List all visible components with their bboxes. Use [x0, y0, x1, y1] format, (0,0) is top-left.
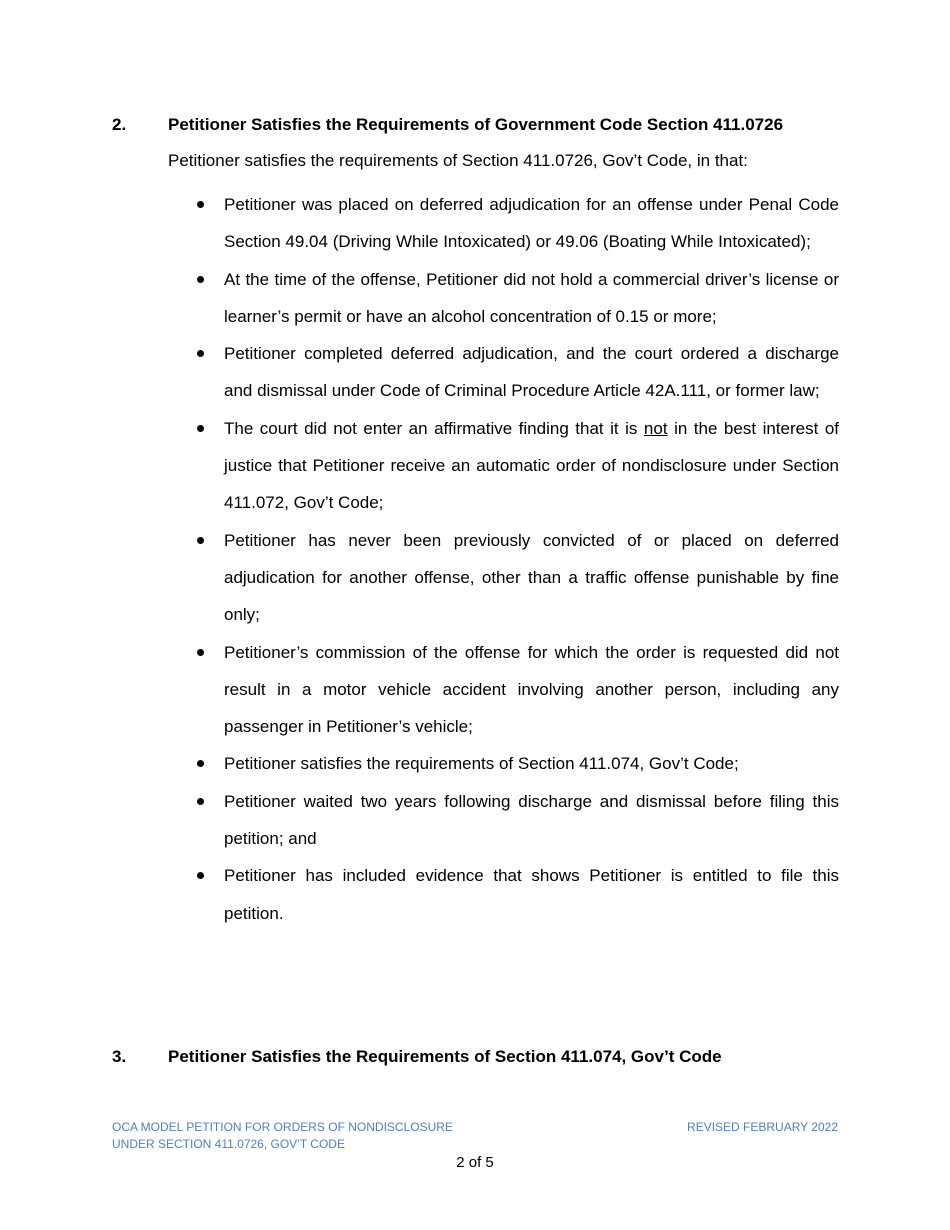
footer-document-title [112, 1119, 453, 1153]
section-3-number: 3. [112, 1047, 127, 1066]
list-item-text: At the time of the offense, Petitioner did not hold a commercial driver’s license or learner’s permit or have an alcohol concentration of 0.15 or more; [224, 269, 839, 326]
list-item-text [224, 419, 839, 513]
list-item [195, 410, 839, 522]
requirements-list [195, 186, 839, 932]
list-item [195, 186, 839, 261]
bullet-icon [197, 425, 204, 432]
footer-title-line-1: OCA MODEL PETITION FOR ORDERS OF NONDISCLOSURE [112, 1120, 453, 1134]
bullet-icon [197, 798, 204, 805]
bullet-icon [197, 649, 204, 656]
list-item-text: Petitioner waited two years following discharge and dismissal before filing this petition; and [224, 791, 839, 849]
list-item [195, 261, 839, 336]
footer-title-line-2: UNDER SECTION 411.0726, GOV’T CODE [112, 1137, 345, 1151]
list-item-text: Petitioner’s commission of the offense for which the order is requested did not result in a motor vehicle accident involving another person, including any passenger in Petitioner’s vehicle; [224, 642, 839, 737]
section-2-heading [112, 113, 852, 137]
page-number: 2 of 5 [456, 1154, 494, 1171]
bullet-icon [197, 872, 204, 879]
list-item-text: Petitioner has included evidence that shows Petitioner is entitled to file this petition. [224, 866, 839, 923]
list-item-text: Petitioner satisfies the requirements of Section 411.074, Gov’t Code; [224, 754, 739, 774]
list-item-text: Petitioner has never been previously convicted of or placed on deferred adjudication for another offense, other than a traffic offense punishable by fine only; [224, 530, 839, 625]
section-2-number: 2. [112, 115, 127, 134]
list-item-text-before: The court did not enter an affirmative finding that it is [224, 418, 644, 438]
bullet-icon [197, 350, 204, 357]
list-item-text: Petitioner completed deferred adjudication, and the court ordered a discharge and dismissal under Code of Criminal Procedure Article 42A.111, or former law; [224, 344, 839, 401]
section-3-title: Petitioner Satisfies the Requirements of Section 411.074, Gov’t Code [168, 1047, 722, 1066]
bullet-icon [197, 276, 204, 283]
list-item [195, 634, 839, 746]
footer-revision-date: REVISED FEBRUARY 2022 [687, 1120, 838, 1134]
section-3-heading [112, 1045, 852, 1069]
bullet-icon [197, 760, 204, 767]
list-item [195, 857, 839, 932]
list-item [195, 783, 839, 858]
list-item [195, 745, 839, 782]
list-item [195, 335, 839, 410]
list-item [195, 522, 839, 634]
section-2-intro: Petitioner satisfies the requirements of Section 411.0726, Gov’t Code, in that: [168, 151, 748, 170]
bullet-icon [197, 201, 204, 208]
underlined-word: not [643, 418, 668, 438]
section-2-title: Petitioner Satisfies the Requirements of Government Code Section 411.0726 [168, 115, 784, 134]
bullet-icon [197, 537, 204, 544]
list-item-text-after: in the best interest of justice that Petitioner receive an automatic order of nondisclosure under Section 411.072, Gov’t Code; [224, 418, 839, 513]
list-item-text: Petitioner was placed on deferred adjudication for an offense under Penal Code Section 49.04 (Driving While Intoxicated) or 49.06 (Boating While Intoxicated); [224, 195, 839, 252]
